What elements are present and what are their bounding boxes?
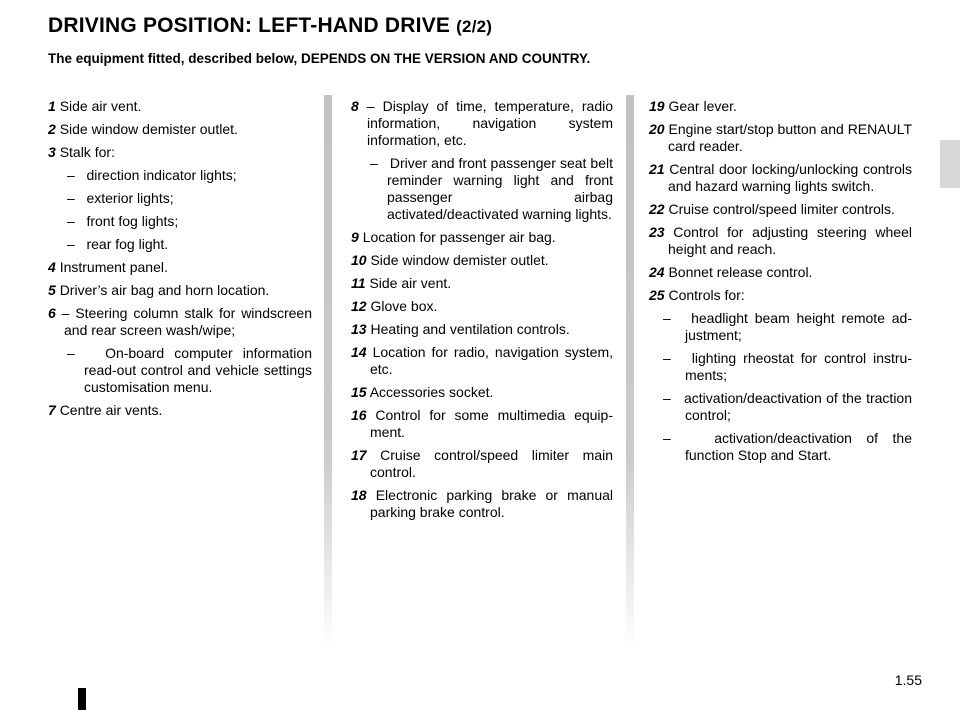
- sub-list-item: [48, 345, 312, 396]
- item-text: Cruise control/speed limiter controls.: [668, 201, 895, 217]
- item-text: Gear lever.: [668, 98, 737, 114]
- item-number: 18: [351, 487, 367, 503]
- item-text: lighting rheostat for control instruments;: [685, 350, 912, 383]
- item-number: 15: [351, 384, 367, 400]
- list-item: [351, 275, 613, 292]
- item-text: activation/deactivation of the function Stop and Start.: [685, 430, 912, 463]
- item-text: headlight beam height remote adjustment;: [685, 310, 912, 343]
- list-item: [351, 229, 613, 246]
- list-item: [351, 384, 613, 401]
- sub-list-item: [48, 167, 312, 184]
- item-dash: –: [663, 430, 671, 446]
- item-number: 3: [48, 144, 56, 160]
- item-text: activation/deactivation of the traction control;: [684, 390, 912, 423]
- page-subtitle: The equipment fitted, described below, DEPENDS ON THE VERSION AND COUNTRY.: [48, 51, 591, 66]
- item-text: Location for radio, navigation system, etc.: [370, 344, 613, 377]
- item-text: Control for adjusting steering wheel height and reach.: [668, 224, 912, 257]
- item-dash: –: [67, 345, 75, 361]
- item-text: Electronic parking brake or manual parking brake control.: [370, 487, 613, 520]
- list-item: [48, 305, 312, 339]
- item-text: Side window demister outlet.: [370, 252, 549, 268]
- item-dash: –: [67, 190, 75, 206]
- item-text: Stalk for:: [59, 144, 115, 160]
- item-dash: –: [663, 310, 671, 326]
- item-number: 20: [649, 121, 665, 137]
- sub-list-item: [351, 155, 613, 223]
- item-number: 9: [351, 229, 359, 245]
- sub-list-item: [649, 310, 912, 344]
- page-title: [48, 14, 492, 38]
- list-item: [48, 121, 312, 138]
- item-number: 23: [649, 224, 665, 240]
- item-text: exterior lights;: [86, 190, 174, 206]
- item-number: 24: [649, 264, 665, 280]
- column-2: [351, 98, 613, 527]
- item-text: Cruise control/speed limiter main control.: [370, 447, 613, 480]
- item-number: 13: [351, 321, 367, 337]
- item-text: direction indicator lights;: [86, 167, 237, 183]
- list-item: [351, 407, 613, 441]
- sub-list-item: [649, 430, 912, 464]
- item-number: 2: [48, 121, 56, 137]
- item-number: 10: [351, 252, 367, 268]
- column-3: [649, 98, 912, 470]
- item-text: Control for some multimedia equipment.: [370, 407, 613, 440]
- item-text: Accessories socket.: [369, 384, 494, 400]
- sub-list-item: [48, 213, 312, 230]
- item-text: Central door locking/unlocking controls and hazard warning lights switch.: [668, 161, 912, 194]
- list-item: [649, 224, 912, 258]
- item-text: Driver’s air bag and horn location.: [59, 282, 270, 298]
- list-item: [351, 298, 613, 315]
- page-title-text: DRIVING POSITION: LEFT-HAND DRIVE: [48, 14, 451, 37]
- item-text: Side air vent.: [59, 98, 142, 114]
- item-text: Heating and ventilation controls.: [370, 321, 570, 337]
- item-text: rear fog light.: [86, 236, 169, 252]
- sub-list-item: [649, 350, 912, 384]
- item-number: 8: [351, 98, 359, 114]
- item-number: 4: [48, 259, 56, 275]
- item-number: 11: [351, 275, 366, 291]
- item-number: 19: [649, 98, 665, 114]
- item-number: 22: [649, 201, 665, 217]
- item-text: – Display of time, temperature, radio information, navigation system information, etc.: [366, 98, 613, 148]
- column-divider: [626, 95, 634, 650]
- item-number: 21: [649, 161, 665, 177]
- list-item: [48, 144, 312, 161]
- item-dash: –: [67, 236, 75, 252]
- item-text: Controls for:: [668, 287, 745, 303]
- item-number: 16: [351, 407, 367, 423]
- list-item: [649, 98, 912, 115]
- list-item: [48, 402, 312, 419]
- item-dash: –: [67, 167, 75, 183]
- list-item: [649, 201, 912, 218]
- list-item: [48, 98, 312, 115]
- item-text: Side window demister outlet.: [59, 121, 238, 137]
- item-text: front fog lights;: [86, 213, 179, 229]
- item-number: 17: [351, 447, 367, 463]
- list-item: [649, 121, 912, 155]
- item-number: 14: [351, 344, 367, 360]
- list-item: [649, 287, 912, 304]
- item-text: – Steering column stalk for windscreen and rear screen wash/wipe;: [61, 305, 313, 338]
- list-item: [351, 98, 613, 149]
- item-text: Centre air vents.: [59, 402, 163, 418]
- item-text: On-board computer information read-out control and vehicle settings customisation menu.: [84, 345, 312, 395]
- list-item: [351, 487, 613, 521]
- item-number: 7: [48, 402, 56, 418]
- item-text: Driver and front passenger seat belt reminder warning light and front passenger airbag activated/deactivated warning lights.: [387, 155, 613, 222]
- item-dash: –: [663, 350, 671, 366]
- item-number: 5: [48, 282, 56, 298]
- list-item: [351, 252, 613, 269]
- list-item: [649, 161, 912, 195]
- list-item: [351, 321, 613, 338]
- item-text: Engine start/stop button and RENAULT card reader.: [668, 121, 912, 154]
- sub-list-item: [48, 190, 312, 207]
- list-item: [48, 282, 312, 299]
- item-text: Instrument panel.: [59, 259, 168, 275]
- page-number: 1.55: [894, 672, 922, 688]
- list-item: [351, 344, 613, 378]
- item-number: 25: [649, 287, 665, 303]
- item-text: Bonnet release control.: [668, 264, 813, 280]
- item-number: 1: [48, 98, 56, 114]
- column-divider: [324, 95, 332, 650]
- list-item: [48, 259, 312, 276]
- item-text: Glove box.: [370, 298, 438, 314]
- item-dash: –: [663, 390, 671, 406]
- corner-mark: [78, 688, 86, 710]
- list-item: [649, 264, 912, 281]
- item-text: Side air vent.: [369, 275, 452, 291]
- list-item: [351, 447, 613, 481]
- item-text: Location for passenger air bag.: [362, 229, 556, 245]
- section-tab-marker: [940, 140, 960, 188]
- item-number: 6: [48, 305, 56, 321]
- item-number: 12: [351, 298, 367, 314]
- item-dash: –: [67, 213, 75, 229]
- sub-list-item: [48, 236, 312, 253]
- item-dash: –: [370, 155, 378, 171]
- sub-list-item: [649, 390, 912, 424]
- column-1: [48, 98, 312, 425]
- page-title-suffix: (2/2): [456, 17, 493, 36]
